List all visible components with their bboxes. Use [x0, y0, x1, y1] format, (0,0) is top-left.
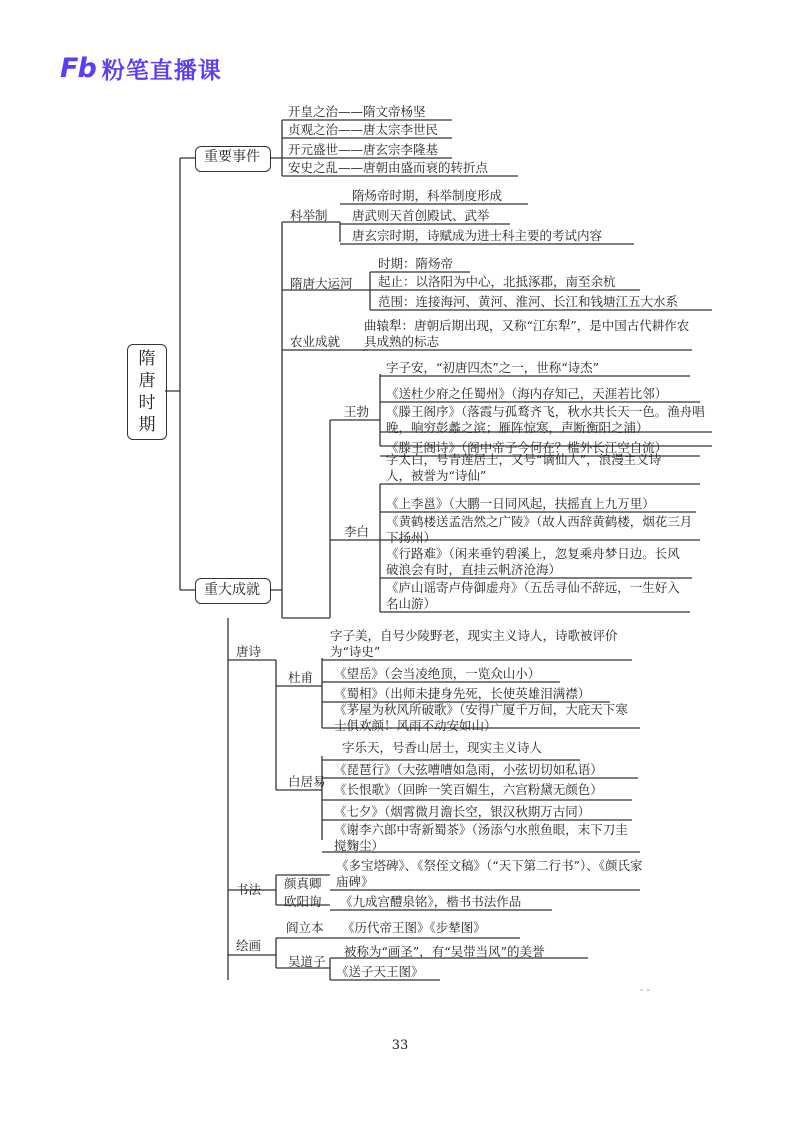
logo-text: 粉笔直播课: [101, 58, 222, 84]
ouyangxun-text: 《九成宫醴泉铭》，楷书书法作品: [340, 894, 522, 909]
canal-item: 范围：连接海河、黄河、淮河、长江和钱塘江五大水系: [378, 294, 679, 309]
yanzhenqing-text: 《多宝塔碑》、《祭侄文稿》（“天下第二行书”）、《颜氏家庙碑》: [336, 858, 643, 889]
baijuyi-item: 《七夕》（烟霄微月澹长空，银汉秋期万古同）: [334, 804, 591, 819]
baijuyi-item: 《谢李六郎中寄新蜀茶》（汤添勺水煎鱼眼，末下刀圭搅麴尘）: [334, 822, 628, 853]
wudaozi-item: 被称为“画圣”，有“吴带当风”的美誉: [344, 944, 545, 959]
keju-item: 唐玄宗时期，诗赋成为进士科主要的考试内容: [352, 228, 603, 243]
wangbo-item: 《送杜少府之任蜀州》（海内存知己，天涯若比邻）: [386, 386, 668, 401]
yanzhenqing-label: 颜真卿: [284, 876, 322, 891]
footer-mark: - -: [640, 985, 650, 996]
ouyangxun-label: 欧阳询: [284, 894, 322, 909]
canal-label: 隋唐大运河: [290, 276, 353, 291]
achievements-label: 重大成就: [204, 582, 260, 598]
huihua-label: 绘画: [236, 938, 262, 953]
root-label: 隋唐时期: [138, 349, 156, 435]
libai-item: 《黄鹤楼送孟浩然之广陵》（故人西辞黄鹤楼，烟花三月下扬州）: [386, 514, 693, 545]
event-item: 贞观之治——唐太宗李世民: [288, 122, 439, 137]
dufu-item: 《望岳》（会当凌绝顶，一览众山小）: [334, 666, 541, 681]
page-number: 33: [391, 1038, 409, 1053]
keju-item: 唐武则天首创殿试、武举: [352, 208, 490, 223]
canal-item: 起止：以洛阳为中心，北抵涿郡，南至余杭: [378, 274, 616, 289]
dufu-item: 《茅屋为秋风所破歌》（安得广厦千万间，大庇天下寒士俱欢颜！风雨不动安如山）: [334, 702, 628, 733]
root-node: [127, 344, 167, 440]
libai-label: 李白: [344, 524, 370, 539]
libai-item: 《行路难》（闲来垂钓碧溪上，忽复乘舟梦日边。长风破浪会有时，直挂云帆济沧海）: [386, 546, 680, 577]
baijuyi-item: 《琵琶行》（大弦嘈嘈如急雨，小弦切切如私语）: [334, 762, 603, 777]
wudaozi-label: 吴道子: [288, 954, 326, 969]
yanliben-text: 《历代帝王图》《步辇图》: [342, 920, 486, 935]
agri-text: 曲辕犁：唐朝后期出现，又称“江东犁”，是中国古代耕作农具成熟的标志: [364, 318, 690, 349]
dufu-label: 杜甫: [288, 670, 314, 685]
libai-item: 字太白，号青莲居士，又号“谪仙人”，浪漫主义诗人，被誉为“诗仙”: [386, 452, 662, 483]
libai-item: 《上李邕》（大鹏一日同风起，扶摇直上九万里）: [386, 496, 655, 511]
dufu-item: 《蜀相》（出师未捷身先死，长使英雄泪满襟）: [334, 686, 591, 701]
keju-item: 隋炀帝时期，科举制度形成: [352, 188, 503, 203]
baijuyi-label: 白居易: [288, 774, 326, 789]
baijuyi-item: 《长恨歌》（回眸一笑百媚生，六宫粉黛无颜色）: [334, 782, 603, 797]
libai-item: 《庐山谣寄卢侍御虚舟》（五岳寻仙不辞远，一生好入名山游）: [386, 580, 680, 611]
wangbo-item: 字子安，“初唐四杰”之一，世称“诗杰”: [386, 360, 600, 375]
event-item: 开元盛世——唐玄宗李隆基: [288, 142, 439, 157]
event-item: 安史之乱——唐朝由盛而衰的转折点: [288, 160, 489, 175]
wangbo-item: 《滕王阁序》（落霞与孤鹜齐飞，秋水共长天一色。渔舟唱晚，响穷彭蠡之滨；雁阵惊寒，声断衡阳之浦）: [386, 404, 705, 435]
wangbo-label: 王勃: [344, 404, 370, 419]
tangshi-label: 唐诗: [236, 644, 262, 659]
agri-label: 农业成就: [290, 334, 341, 349]
baijuyi-item: 字乐天，号香山居士，现实主义诗人: [342, 740, 543, 755]
shufa-label: 书法: [236, 882, 262, 897]
logo-mark: Fb: [60, 53, 96, 84]
keju-label: 科举制: [290, 208, 328, 223]
events-label: 重要事件: [204, 149, 260, 165]
yanliben-label: 阎立本: [286, 920, 324, 935]
wudaozi-item: 《送子天王图》: [336, 964, 424, 979]
event-item: 开皇之治——隋文帝杨坚: [288, 104, 426, 119]
dufu-item: 字子美，自号少陵野老，现实主义诗人，诗歌被评价为“诗史”: [330, 628, 618, 659]
wangbo-item: 《滕王阁诗》（阁中帝子今何在？槛外长江空自流）: [386, 440, 668, 455]
canal-item: 时期：隋炀帝: [378, 256, 454, 271]
